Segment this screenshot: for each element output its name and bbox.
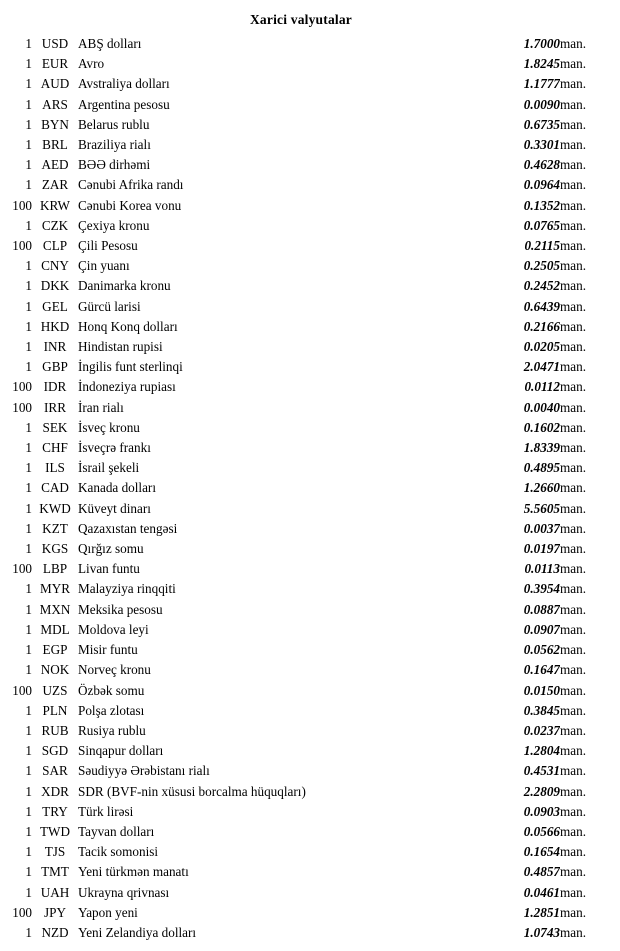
- currency-row: [2, 923, 600, 943]
- currency-row: [2, 458, 600, 478]
- currency-name-cell: Hindistan rupisi: [78, 339, 163, 355]
- currency-row: [2, 600, 600, 620]
- currency-row: [2, 842, 600, 862]
- quantity-cell: 1: [25, 36, 32, 51]
- unit-label-cell: man.: [560, 803, 587, 819]
- currency-row: [2, 519, 600, 539]
- currency-row: [2, 862, 600, 882]
- currency-row: [2, 357, 600, 377]
- quantity-cell: 1: [25, 460, 32, 476]
- quantity-cell: 1: [25, 217, 32, 233]
- currency-code-cell: MXN: [39, 601, 71, 617]
- unit-label-cell: man.: [560, 258, 587, 274]
- unit-label-cell: man.: [560, 379, 587, 395]
- quantity-cell: 1: [25, 137, 32, 153]
- currency-code-cell: IRR: [44, 399, 66, 415]
- exchange-rates-table: [2, 34, 600, 943]
- rate-value-cell: 5.5605: [523, 500, 560, 516]
- unit-label-cell: man.: [560, 601, 587, 617]
- quantity-cell: 1: [25, 278, 32, 294]
- currency-row: [2, 135, 600, 155]
- rate-value-cell: 0.1602: [523, 419, 560, 435]
- rate-value-cell: 0.0037: [523, 520, 560, 536]
- currency-code-cell: UZS: [42, 682, 68, 698]
- quantity-cell: 1: [25, 722, 32, 738]
- currency-row: [2, 95, 600, 115]
- unit-label-cell: man.: [560, 298, 587, 314]
- currency-name-cell: Tayvan dolları: [78, 823, 155, 839]
- currency-name-cell: Çin yuanı: [78, 258, 130, 274]
- unit-label-cell: man.: [560, 520, 587, 536]
- currency-row: [2, 337, 600, 357]
- rate-value-cell: 0.1654: [523, 844, 560, 860]
- currency-row: [2, 74, 600, 94]
- currency-row: [2, 34, 600, 54]
- currency-name-cell: Tacik somonisi: [78, 844, 159, 860]
- currency-code-cell: KRW: [39, 197, 71, 213]
- currency-row: [2, 903, 600, 923]
- currency-name-cell: Meksika pesosu: [78, 601, 163, 617]
- rate-value-cell: 0.0112: [524, 379, 560, 395]
- quantity-cell: 1: [25, 642, 32, 658]
- rate-value-cell: 0.0205: [523, 339, 560, 355]
- unit-label-cell: man.: [560, 702, 587, 718]
- currency-code-cell: ILS: [45, 460, 65, 476]
- currency-name-cell: Rusiya rublu: [78, 722, 146, 738]
- currency-name-cell: Yeni Zelandiya dolları: [78, 924, 197, 940]
- currency-name-cell: İngilis funt sterlinqi: [78, 359, 183, 375]
- unit-label-cell: man.: [560, 278, 587, 294]
- quantity-cell: 1: [25, 864, 32, 880]
- rate-value-cell: 0.4857: [523, 864, 560, 880]
- currency-name-cell: Braziliya rialı: [78, 137, 151, 153]
- rate-value-cell: 1.8339: [523, 440, 560, 456]
- currency-code-cell: RUB: [41, 722, 69, 738]
- quantity-cell: 100: [12, 379, 32, 395]
- quantity-cell: 1: [25, 783, 32, 799]
- currency-name-cell: Avro: [78, 56, 105, 72]
- currency-row: [2, 741, 600, 761]
- currency-code-cell: TJS: [44, 844, 66, 860]
- rate-value-cell: 0.0197: [523, 541, 560, 557]
- rate-value-cell: 0.2166: [523, 318, 560, 334]
- unit-label-cell: man.: [560, 924, 587, 940]
- rate-value-cell: 0.0887: [523, 601, 560, 617]
- unit-label-cell: man.: [560, 96, 587, 112]
- rate-value-cell: 1.2804: [523, 743, 560, 759]
- quantity-cell: 1: [25, 298, 32, 314]
- rate-value-cell: 0.0903: [523, 803, 560, 819]
- currency-code-cell: DKK: [40, 278, 70, 294]
- currency-code-cell: NZD: [41, 924, 69, 940]
- rate-value-cell: 0.0566: [523, 823, 560, 839]
- quantity-cell: 1: [25, 419, 32, 435]
- currency-code-cell: ARS: [42, 96, 68, 112]
- quantity-cell: 1: [25, 763, 32, 779]
- unit-label-cell: man.: [560, 844, 587, 860]
- currency-name-cell: Ukrayna qrivnası: [78, 884, 170, 900]
- currency-name-cell: ABŞ dolları: [78, 36, 142, 51]
- currency-row: [2, 297, 600, 317]
- rate-value-cell: 0.2452: [523, 278, 560, 294]
- unit-label-cell: man.: [560, 339, 587, 355]
- currency-row: [2, 438, 600, 458]
- currency-row: [2, 660, 600, 680]
- currency-code-cell: GEL: [42, 298, 68, 314]
- quantity-cell: 1: [25, 157, 32, 173]
- currency-name-cell: SDR (BVF-nin xüsusi borcalma hüquqları): [78, 783, 306, 799]
- currency-row: [2, 418, 600, 438]
- rate-value-cell: 0.1352: [523, 197, 560, 213]
- currency-code-cell: AED: [41, 157, 69, 173]
- currency-row: [2, 499, 600, 519]
- rate-value-cell: 0.3845: [523, 702, 560, 718]
- currency-code-cell: KGS: [41, 541, 69, 557]
- rate-value-cell: 0.2505: [523, 258, 560, 274]
- rate-value-cell: 0.3954: [523, 581, 560, 597]
- currency-code-cell: LBP: [42, 561, 68, 577]
- currency-name-cell: BƏƏ dirhəmi: [78, 157, 151, 173]
- currency-row: [2, 398, 600, 418]
- currency-name-cell: Danimarka kronu: [78, 278, 171, 294]
- rate-value-cell: 0.4895: [523, 460, 560, 476]
- unit-label-cell: man.: [560, 76, 587, 92]
- rate-value-cell: 0.0150: [523, 682, 560, 698]
- currency-row: [2, 620, 600, 640]
- currency-name-cell: İran rialı: [78, 399, 124, 415]
- rate-value-cell: 1.1777: [523, 76, 560, 92]
- currency-code-cell: EGP: [42, 642, 68, 658]
- unit-label-cell: man.: [560, 500, 587, 516]
- currency-code-cell: KWD: [39, 500, 71, 516]
- currency-row: [2, 539, 600, 559]
- unit-label-cell: man.: [560, 621, 587, 637]
- currency-name-cell: Argentina pesosu: [78, 96, 170, 112]
- rate-value-cell: 0.3301: [523, 137, 560, 153]
- currency-row: [2, 155, 600, 175]
- unit-label-cell: man.: [560, 722, 587, 738]
- unit-label-cell: man.: [560, 137, 587, 153]
- currency-row: [2, 317, 600, 337]
- currency-name-cell: Malayziya rinqqiti: [78, 581, 176, 597]
- currency-code-cell: EUR: [41, 56, 69, 72]
- currency-name-cell: Norveç kronu: [78, 662, 151, 678]
- currency-name-cell: Kanada dolları: [78, 480, 156, 496]
- rate-value-cell: 0.0765: [523, 217, 560, 233]
- currency-name-cell: Misir funtu: [78, 642, 138, 658]
- quantity-cell: 1: [25, 702, 32, 718]
- currency-name-cell: İsveç kronu: [78, 419, 140, 435]
- currency-row: [2, 883, 600, 903]
- currency-row: [2, 478, 600, 498]
- quantity-cell: 1: [25, 621, 32, 637]
- currency-code-cell: CLP: [42, 238, 68, 254]
- unit-label-cell: man.: [560, 743, 587, 759]
- quantity-cell: 1: [25, 581, 32, 597]
- quantity-cell: 1: [25, 96, 32, 112]
- currency-name-cell: Səudiyyə Ərəbistanı rialı: [78, 763, 210, 779]
- currency-code-cell: NOK: [40, 662, 70, 678]
- currency-row: [2, 256, 600, 276]
- currency-name-cell: Polşa zlotası: [78, 702, 145, 718]
- rate-value-cell: 1.7000: [523, 36, 560, 51]
- unit-label-cell: man.: [560, 56, 587, 72]
- currency-code-cell: CZK: [41, 217, 69, 233]
- quantity-cell: 1: [25, 500, 32, 516]
- currency-row: [2, 216, 600, 236]
- quantity-cell: 1: [25, 339, 32, 355]
- currency-code-cell: SAR: [42, 763, 68, 779]
- currency-name-cell: Özbək somu: [78, 682, 145, 698]
- currency-code-cell: SEK: [42, 419, 68, 435]
- rate-value-cell: 2.2809: [523, 783, 560, 799]
- currency-name-cell: Belarus rublu: [78, 116, 150, 132]
- currency-code-cell: UAH: [40, 884, 70, 900]
- quantity-cell: 100: [12, 682, 32, 698]
- rate-value-cell: 0.0562: [523, 642, 560, 658]
- unit-label-cell: man.: [560, 642, 587, 658]
- unit-label-cell: man.: [560, 864, 587, 880]
- currency-name-cell: Moldova leyi: [78, 621, 149, 637]
- currency-row: [2, 802, 600, 822]
- currency-name-cell: Gürcü larisi: [78, 298, 141, 314]
- unit-label-cell: man.: [560, 177, 587, 193]
- exchange-rates-table-body: [2, 34, 600, 943]
- unit-label-cell: man.: [560, 197, 587, 213]
- quantity-cell: 1: [25, 803, 32, 819]
- quantity-cell: 100: [12, 399, 32, 415]
- currency-row: [2, 721, 600, 741]
- currency-code-cell: MDL: [40, 621, 70, 637]
- unit-label-cell: man.: [560, 399, 587, 415]
- currency-name-cell: İsveçrə frankı: [78, 440, 151, 456]
- currency-code-cell: ZAR: [41, 177, 69, 193]
- quantity-cell: 1: [25, 76, 32, 92]
- unit-label-cell: man.: [560, 763, 587, 779]
- quantity-cell: 1: [25, 440, 32, 456]
- currency-code-cell: SGD: [41, 743, 69, 759]
- rate-value-cell: 1.0743: [523, 924, 560, 940]
- currency-row: [2, 175, 600, 195]
- unit-label-cell: man.: [560, 359, 587, 375]
- page-title: Xarici valyutalar: [249, 12, 352, 27]
- currency-code-cell: AUD: [40, 76, 70, 92]
- currency-code-cell: BYN: [41, 116, 69, 132]
- currency-row: [2, 701, 600, 721]
- currency-code-cell: INR: [43, 339, 67, 355]
- quantity-cell: 1: [25, 258, 32, 274]
- rate-value-cell: 1.2660: [523, 480, 560, 496]
- unit-label-cell: man.: [560, 460, 587, 476]
- unit-label-cell: man.: [560, 682, 587, 698]
- unit-label-cell: man.: [560, 662, 587, 678]
- currency-code-cell: USD: [41, 36, 69, 51]
- currency-name-cell: Türk lirəsi: [78, 803, 134, 819]
- unit-label-cell: man.: [560, 561, 587, 577]
- currency-name-cell: Sinqapur dolları: [78, 743, 164, 759]
- currency-code-cell: XDR: [41, 783, 69, 799]
- currency-name-cell: Qırğız somu: [78, 541, 144, 557]
- currency-name-cell: Qazaxıstan tengəsi: [78, 520, 178, 536]
- currency-row: [2, 640, 600, 660]
- currency-row: [2, 579, 600, 599]
- currency-row: [2, 196, 600, 216]
- quantity-cell: 1: [25, 541, 32, 557]
- unit-label-cell: man.: [560, 581, 587, 597]
- currency-name-cell: Honq Konq dolları: [78, 318, 178, 334]
- currency-row: [2, 559, 600, 579]
- quantity-cell: 1: [25, 177, 32, 193]
- unit-label-cell: man.: [560, 884, 587, 900]
- rate-value-cell: 0.6439: [523, 298, 560, 314]
- currency-code-cell: TRY: [42, 803, 68, 819]
- currency-code-cell: HKD: [40, 318, 70, 334]
- currency-name-cell: Yapon yeni: [78, 904, 138, 920]
- unit-label-cell: man.: [560, 419, 587, 435]
- quantity-cell: 100: [12, 904, 32, 920]
- quantity-cell: 1: [25, 116, 32, 132]
- quantity-cell: 1: [25, 823, 32, 839]
- unit-label-cell: man.: [560, 318, 587, 334]
- currency-row: [2, 822, 600, 842]
- rate-value-cell: 0.4628: [523, 157, 560, 173]
- rate-value-cell: 0.0461: [523, 884, 560, 900]
- currency-row: [2, 377, 600, 397]
- currency-code-cell: BRL: [42, 137, 68, 153]
- unit-label-cell: man.: [560, 541, 587, 557]
- currency-code-cell: KZT: [42, 520, 68, 536]
- currency-name-cell: Küveyt dinarı: [78, 500, 151, 516]
- currency-code-cell: TMT: [41, 864, 69, 880]
- quantity-cell: 1: [25, 520, 32, 536]
- currency-name-cell: Livan funtu: [78, 561, 140, 577]
- currency-row: [2, 681, 600, 701]
- currency-name-cell: Çexiya kronu: [78, 217, 150, 233]
- quantity-cell: 1: [25, 601, 32, 617]
- rate-value-cell: 0.2115: [524, 238, 560, 254]
- rate-value-cell: 0.0907: [523, 621, 560, 637]
- quantity-cell: 100: [12, 238, 32, 254]
- quantity-cell: 100: [12, 561, 32, 577]
- unit-label-cell: man.: [560, 440, 587, 456]
- unit-label-cell: man.: [560, 36, 587, 51]
- quantity-cell: 1: [25, 56, 32, 72]
- currency-name-cell: Cənubi Afrika randı: [78, 177, 184, 193]
- currency-row: [2, 115, 600, 135]
- unit-label-cell: man.: [560, 238, 587, 254]
- unit-label-cell: man.: [560, 157, 587, 173]
- currency-name-cell: Yeni türkmən manatı: [78, 864, 189, 880]
- unit-label-cell: man.: [560, 783, 587, 799]
- rate-value-cell: 0.1647: [523, 662, 560, 678]
- currency-name-cell: İsrail şekeli: [78, 460, 140, 476]
- rate-value-cell: 0.0040: [523, 399, 560, 415]
- currency-code-cell: TWD: [39, 823, 71, 839]
- currency-code-cell: IDR: [43, 379, 67, 395]
- currency-row: [2, 276, 600, 296]
- currency-name-cell: Cənubi Korea vonu: [78, 197, 182, 213]
- rate-value-cell: 0.0113: [524, 561, 560, 577]
- quantity-cell: 1: [25, 924, 32, 940]
- rate-value-cell: 2.0471: [523, 359, 560, 375]
- currency-code-cell: JPY: [44, 904, 66, 920]
- unit-label-cell: man.: [560, 217, 587, 233]
- quantity-cell: 1: [25, 884, 32, 900]
- unit-label-cell: man.: [560, 480, 587, 496]
- quantity-cell: 1: [25, 743, 32, 759]
- currency-code-cell: CNY: [41, 258, 69, 274]
- unit-label-cell: man.: [560, 116, 587, 132]
- currency-code-cell: CHF: [42, 440, 68, 456]
- rate-value-cell: 0.4531: [523, 763, 560, 779]
- currency-name-cell: Çili Pesosu: [78, 238, 138, 254]
- rate-value-cell: 0.0964: [523, 177, 560, 193]
- quantity-cell: 1: [25, 359, 32, 375]
- unit-label-cell: man.: [560, 904, 587, 920]
- currency-code-cell: CAD: [41, 480, 69, 496]
- currency-row: [2, 236, 600, 256]
- rate-value-cell: 0.0237: [523, 722, 560, 738]
- rate-value-cell: 0.0090: [523, 96, 560, 112]
- rate-value-cell: 1.2851: [523, 904, 560, 920]
- unit-label-cell: man.: [560, 823, 587, 839]
- currency-name-cell: İndoneziya rupiası: [78, 379, 176, 395]
- quantity-cell: 100: [12, 197, 32, 213]
- currency-code-cell: PLN: [42, 702, 68, 718]
- currency-code-cell: GBP: [42, 359, 68, 375]
- currency-row: [2, 761, 600, 781]
- quantity-cell: 1: [25, 844, 32, 860]
- quantity-cell: 1: [25, 318, 32, 334]
- quantity-cell: 1: [25, 662, 32, 678]
- rate-value-cell: 0.6735: [523, 116, 560, 132]
- currency-row: [2, 782, 600, 802]
- currency-row: [2, 54, 600, 74]
- currency-name-cell: Avstraliya dolları: [78, 76, 170, 92]
- currency-code-cell: MYR: [39, 581, 71, 597]
- quantity-cell: 1: [25, 480, 32, 496]
- rate-value-cell: 1.8245: [523, 56, 560, 72]
